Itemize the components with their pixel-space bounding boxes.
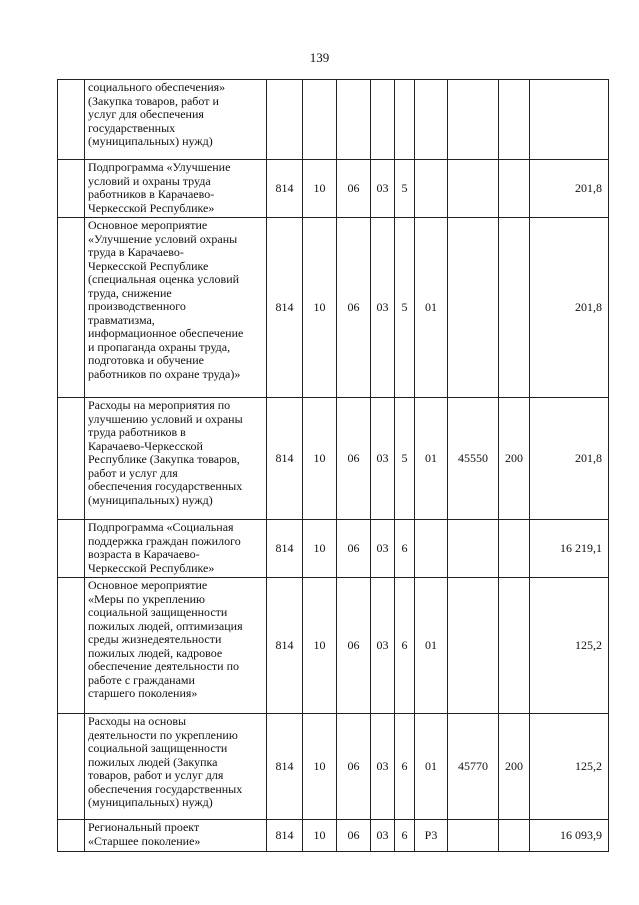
program-code-cell	[371, 80, 395, 160]
amount-cell: 125,2	[530, 578, 609, 714]
amount-cell: 16 093,9	[530, 820, 609, 852]
subsection-code-cell: 06	[337, 218, 371, 398]
budget-table	[57, 79, 609, 852]
admin-code-cell: 814	[267, 520, 303, 578]
direction-code-cell	[448, 160, 499, 218]
program-code-cell: 03	[371, 714, 395, 820]
admin-code-cell: 814	[267, 398, 303, 520]
program-code-cell: 03	[371, 160, 395, 218]
subprogram-code-cell: 6	[395, 578, 415, 714]
event-code-cell: 01	[415, 398, 448, 520]
expense-type-code-cell: 200	[499, 398, 530, 520]
expense-type-code-cell: 200	[499, 714, 530, 820]
direction-code-cell	[448, 520, 499, 578]
expense-name-cell: Основное мероприятие «Меры по укреплению социальной защищенности пожилых людей, оптимизация среды жизнедеятельности пожилых людей, кадровое обеспечение деятельности по работе с гражданами старшего поколения»	[85, 578, 267, 714]
expense-name-cell: Основное мероприятие «Улучшение условий охраны труда в Карачаево- Черкесской Республике (специальная оценка условий труда, снижение производственного травматизма, информационное обеспечение и пропаганда охраны труда, подготовка и обучение работников по охране труда)»	[85, 218, 267, 398]
expense-name-cell: Подпрограмма «Социальная поддержка граждан пожилого возраста в Карачаево- Черкесской Республике»	[85, 520, 267, 578]
table-row	[58, 398, 609, 520]
section-code-cell: 10	[303, 820, 337, 852]
expense-type-code-cell	[499, 820, 530, 852]
amount-cell: 201,8	[530, 218, 609, 398]
subprogram-code-cell: 5	[395, 398, 415, 520]
row-index-cell	[58, 820, 85, 852]
row-index-cell	[58, 578, 85, 714]
section-code-cell: 10	[303, 218, 337, 398]
table-row	[58, 714, 609, 820]
program-code-cell: 03	[371, 578, 395, 714]
program-code-cell: 03	[371, 398, 395, 520]
subsection-code-cell	[337, 80, 371, 160]
expense-type-code-cell	[499, 578, 530, 714]
event-code-cell	[415, 160, 448, 218]
table-row	[58, 218, 609, 398]
row-index-cell	[58, 80, 85, 160]
direction-code-cell	[448, 820, 499, 852]
section-code-cell	[303, 80, 337, 160]
admin-code-cell	[267, 80, 303, 160]
section-code-cell: 10	[303, 398, 337, 520]
subsection-code-cell: 06	[337, 520, 371, 578]
table-row	[58, 160, 609, 218]
direction-code-cell	[448, 578, 499, 714]
amount-cell: 125,2	[530, 714, 609, 820]
subprogram-code-cell: 6	[395, 520, 415, 578]
amount-cell: 201,8	[530, 160, 609, 218]
subprogram-code-cell: 6	[395, 820, 415, 852]
row-index-cell	[58, 218, 85, 398]
subprogram-code-cell: 5	[395, 218, 415, 398]
admin-code-cell: 814	[267, 714, 303, 820]
subsection-code-cell: 06	[337, 578, 371, 714]
admin-code-cell: 814	[267, 820, 303, 852]
expense-name-cell: Расходы на мероприятия по улучшению условий и охраны труда работников в Карачаево-Черкесской Республике (Закупка товаров, работ и услуг для обеспечения государственных (муниципальных) нужд)	[85, 398, 267, 520]
direction-code-cell: 45550	[448, 398, 499, 520]
direction-code-cell: 45770	[448, 714, 499, 820]
amount-cell	[530, 80, 609, 160]
admin-code-cell: 814	[267, 578, 303, 714]
subprogram-code-cell: 5	[395, 160, 415, 218]
event-code-cell	[415, 520, 448, 578]
section-code-cell: 10	[303, 160, 337, 218]
direction-code-cell	[448, 80, 499, 160]
event-code-cell: 01	[415, 218, 448, 398]
section-code-cell: 10	[303, 520, 337, 578]
subsection-code-cell: 06	[337, 714, 371, 820]
event-code-cell	[415, 80, 448, 160]
program-code-cell: 03	[371, 218, 395, 398]
subsection-code-cell: 06	[337, 398, 371, 520]
admin-code-cell: 814	[267, 160, 303, 218]
row-index-cell	[58, 520, 85, 578]
event-code-cell: 01	[415, 714, 448, 820]
row-index-cell	[58, 398, 85, 520]
section-code-cell: 10	[303, 578, 337, 714]
table-row	[58, 578, 609, 714]
program-code-cell: 03	[371, 820, 395, 852]
expense-name-cell: Подпрограмма «Улучшение условий и охраны труда работников в Карачаево- Черкесской Республике»	[85, 160, 267, 218]
expense-name-cell: социального обеспечения» (Закупка товаров, работ и услуг для обеспечения государственных (муниципальных) нужд)	[85, 80, 267, 160]
row-index-cell	[58, 160, 85, 218]
subsection-code-cell: 06	[337, 820, 371, 852]
subprogram-code-cell	[395, 80, 415, 160]
page-number: 139	[309, 50, 330, 65]
expense-type-code-cell	[499, 160, 530, 218]
table-row	[58, 520, 609, 578]
expense-type-code-cell	[499, 80, 530, 160]
event-code-cell: 01	[415, 578, 448, 714]
amount-cell: 201,8	[530, 398, 609, 520]
section-code-cell: 10	[303, 714, 337, 820]
admin-code-cell: 814	[267, 218, 303, 398]
expense-type-code-cell	[499, 218, 530, 398]
subsection-code-cell: 06	[337, 160, 371, 218]
row-index-cell	[58, 714, 85, 820]
program-code-cell: 03	[371, 520, 395, 578]
event-code-cell: Р3	[415, 820, 448, 852]
table-row	[58, 820, 609, 852]
expense-name-cell: Расходы на основы деятельности по укреплению социальной защищенности пожилых людей (Закупка товаров, работ и услуг для обеспечения государственных (муниципальных) нужд)	[85, 714, 267, 820]
subprogram-code-cell: 6	[395, 714, 415, 820]
expense-type-code-cell	[499, 520, 530, 578]
table-row	[58, 80, 609, 160]
amount-cell: 16 219,1	[530, 520, 609, 578]
expense-name-cell: Региональный проект «Старшее поколение»	[85, 820, 267, 852]
direction-code-cell	[448, 218, 499, 398]
